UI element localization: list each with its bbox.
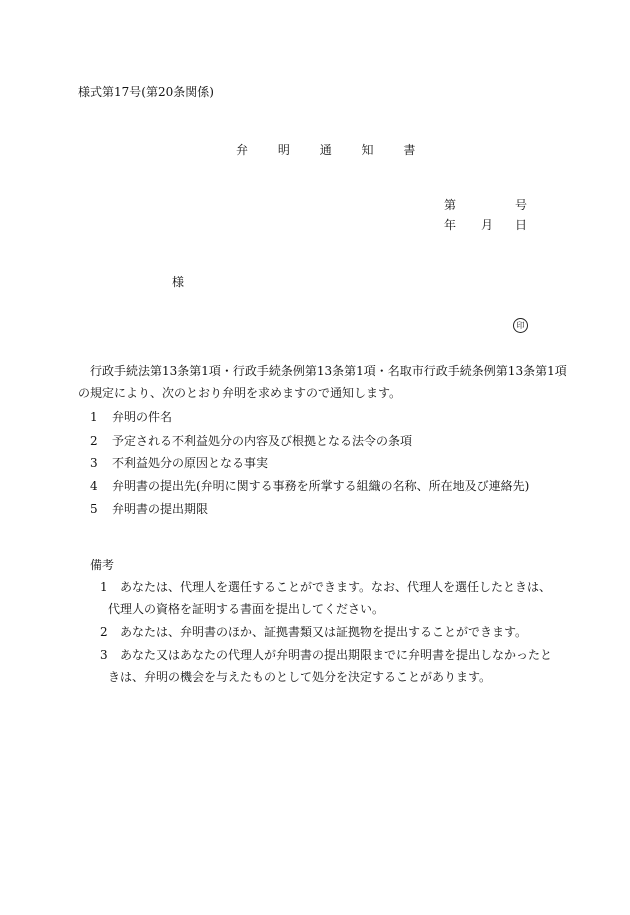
list-item — [90, 455, 268, 471]
list-item — [90, 501, 208, 517]
date-day: 日 — [515, 218, 528, 232]
note-continuation: きは、弁明の機会を与えたものとして処分を決定することがあります。 — [108, 670, 492, 684]
item-text: 不利益処分の原因となる事実 — [112, 456, 269, 470]
title-char: 通 — [319, 143, 332, 157]
note-item — [100, 647, 552, 663]
note-continuation: 代理人の資格を証明する書面を提出してください。 — [108, 602, 385, 616]
date-month: 月 — [481, 218, 494, 232]
seal-icon: 印 — [513, 318, 528, 333]
note-text: あなたは、弁明書のほか、証拠書類又は証拠物を提出することができます。 — [120, 625, 528, 639]
title-char: 書 — [403, 143, 416, 157]
item-text: 弁明書の提出先(弁明に関する事務を所掌する組織の名称、所在地及び連絡先) — [112, 479, 530, 493]
note-text: あなた又はあなたの代理人が弁明書の提出期限までに弁明書を提出しなかったと — [120, 648, 553, 662]
item-text: 予定される不利益処分の内容及び根拠となる法令の条項 — [112, 434, 413, 448]
note-number: 2 — [100, 625, 108, 639]
item-text: 弁明書の提出期限 — [112, 502, 209, 516]
note-text: あなたは、代理人を選任することができます。なお、代理人を選任したときは、 — [120, 580, 552, 594]
list-item — [90, 409, 172, 425]
doc-number-suffix: 号 — [515, 198, 528, 212]
item-number: 3 — [90, 456, 98, 470]
note-number: 1 — [100, 580, 108, 594]
note-item — [100, 624, 527, 640]
item-text: 弁明の件名 — [112, 410, 173, 424]
form-label: 様式第17号(第20条関係) — [78, 85, 214, 99]
item-number: 5 — [90, 502, 98, 516]
document-title — [236, 142, 415, 158]
title-char: 知 — [361, 143, 374, 157]
addressee-suffix: 様 — [172, 275, 185, 289]
title-char: 明 — [277, 143, 290, 157]
item-number: 2 — [90, 434, 98, 448]
date-year: 年 — [444, 218, 457, 232]
list-item — [90, 478, 529, 494]
notes-heading: 備考 — [90, 558, 115, 572]
body-line-1: 行政手続法第13条第1項・行政手続条例第13条第1項・名取市行政手続条例第13条第1項 — [90, 364, 567, 378]
note-number: 3 — [100, 648, 108, 662]
list-item — [90, 433, 412, 449]
item-number: 1 — [90, 410, 98, 424]
note-item — [100, 579, 551, 595]
title-char: 弁 — [236, 143, 249, 157]
body-line-2: の規定により、次のとおり弁明を求めますので通知します。 — [78, 386, 402, 400]
item-number: 4 — [90, 479, 98, 493]
doc-number-prefix: 第 — [444, 198, 457, 212]
